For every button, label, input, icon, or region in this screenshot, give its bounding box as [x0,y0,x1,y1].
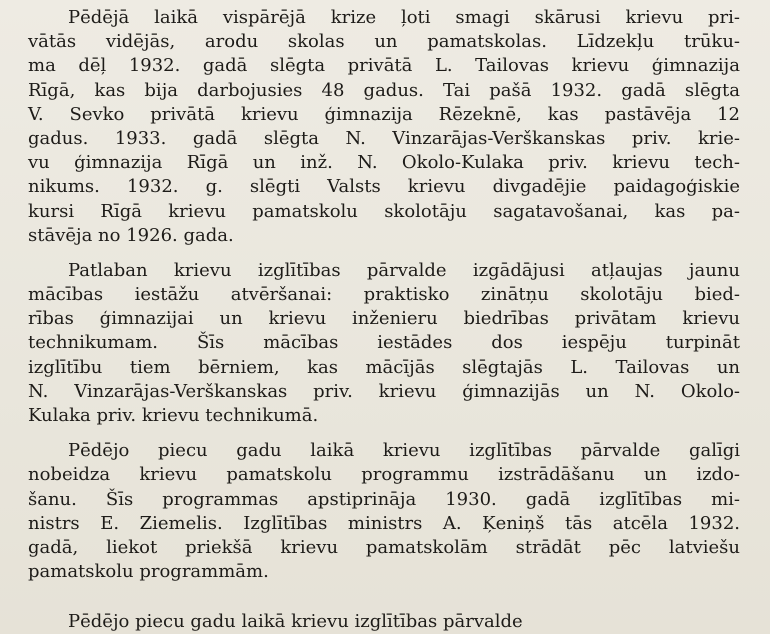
text-line: technikumam. Šīs mācības iestādes dos iespēju turpināt [28,332,740,354]
text-line: izglītību tiem bērniem, kas mācījās slēgtajās L. Tailovas un [28,356,740,378]
paragraph-3 [28,439,740,584]
text-line: šanu. Šīs programmas apstiprināja 1930. gadā izglītības mi- [28,488,740,510]
cut-off-line-text: Pēdējo piecu gadu laikā krievu izglītības pārvalde [68,611,523,632]
text-line: rības ģimnazijai un krievu inženieru biedrības privātam krievu [28,308,740,330]
text-line: Rīgā, kas bija darbojusies 48 gadus. Tai pašā 1932. gadā slēgta [28,79,740,101]
text-line: nobeidza krievu pamatskolu programmu izstrādāšanu un izdo- [28,464,740,486]
cut-off-line [28,611,740,634]
text-line: Kulaka priv. krievu technikumā. [28,405,319,426]
text-line: gadā, liekot priekšā krievu pamatskolām strādāt pēc latviešu [28,536,740,558]
text-line: V. Sevko privātā krievu ģimnazija Rēzeknē, kas pastāvēja 12 [28,103,740,125]
text-line: mācības iestāžu atvēršanai: praktisko zinātņu skolotāju bied- [28,284,740,306]
paragraph-1 [28,6,740,248]
paragraph-2 [28,259,740,428]
text-line: Pēdējo piecu gadu laikā krievu izglītības pārvalde galīgi [68,440,740,462]
body-text [28,6,740,595]
text-line: stāvēja no 1926. gada. [28,224,234,246]
text-line: N. Vinzarājas-Verškanskas priv. krievu ģimnazijās un N. Okolo- [28,380,740,402]
text-line: pamatskolu programmām. [28,561,269,583]
text-line: Pēdējā laikā vispārējā krize ļoti smagi skārusi krievu pri- [68,7,740,28]
text-line: ma dēļ 1932. gadā slēgta privātā L. Tailovas krievu ģimnazija [28,55,740,77]
text-line: vātās vidējās, arodu skolas un pamatskolas. Līdzekļu trūku- [28,31,740,53]
text-line: nistrs E. Ziemelis. Izglītības ministrs A. Ķeniņš tās atcēla 1932. [28,512,740,534]
text-line: vu ģimnazija Rīgā un inž. N. Okolo-Kulaka priv. krievu tech- [28,152,740,174]
text-line: Patlaban krievu izglītības pārvalde izgādājusi atļaujas jaunu [68,259,740,281]
text-line: gadus. 1933. gadā slēgta N. Vinzarājas-Verškanskas priv. krie- [28,127,740,149]
text-line: nikums. 1932. g. slēgti Valsts krievu divgadējie paidagoģiskie [28,176,740,198]
text-line: kursi Rīgā krievu pamatskolu skolotāju sagatavošanai, kas pa- [28,200,740,222]
